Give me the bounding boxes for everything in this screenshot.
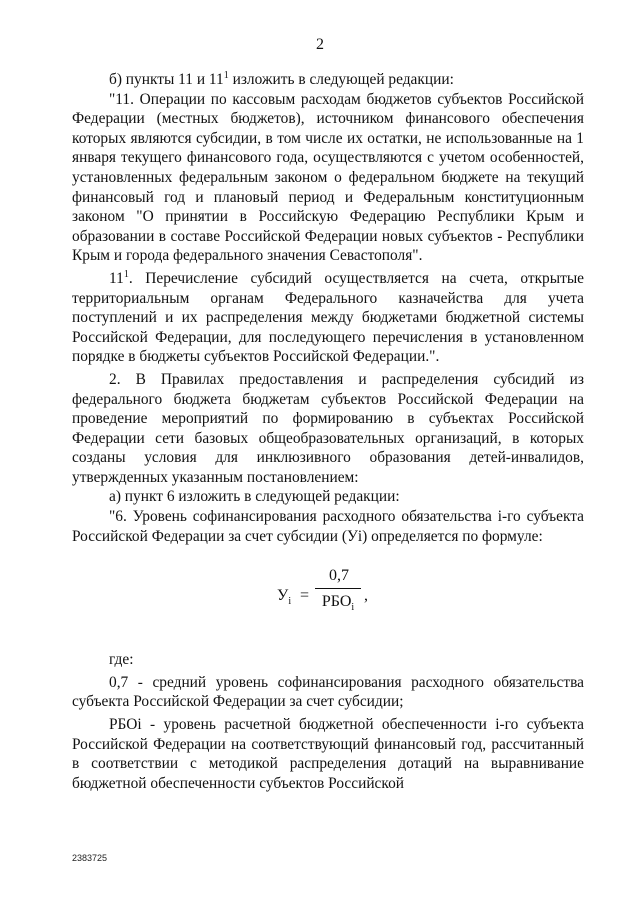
- paragraph-5: а) пункт 6 изложить в следующей редакции:: [109, 488, 400, 506]
- paragraph-3-text: . Перечисление субсидий осуществляется на счета, открытые территориальным органам Федерального казначейства для учета поступлений и их распределения между бюджетами бюджетной системы Российской Федерации, для последующего перечисления в установленном порядке в бюджеты субъектов Российской Федерации.".: [72, 269, 584, 366]
- paragraph-9: РБОi - уровень расчетной бюджетной обеспеченности i-го субъекта Российской Федерации на соответствующий финансовый год, рассчитанный в соответствии с методикой распределения дотаций на выравнивание бюджетной обеспеченности субъектов Российской: [72, 716, 584, 792]
- formula-denominator: [315, 592, 361, 618]
- formula-lhs-sub: i: [288, 596, 292, 608]
- formula-lhs: [277, 586, 291, 612]
- superscript: 1: [123, 268, 129, 280]
- paragraph-8: 0,7 - средний уровень софинансирования расходного обязательства субъекта Российской Федерации за счет субсидии;: [72, 673, 584, 711]
- paragraph-3: [72, 269, 584, 367]
- paragraph-6: "6. Уровень софинансирования расходного обязательства i-го субъекта Российской Федерации за счет субсидии (Уi) определяется по формуле:: [72, 508, 584, 545]
- paragraph-2: "11. Операции по кассовым расходам бюджетов субъектов Российской Федерации (местных бюджетов), источником финансового обеспечения которых являются субсидии, в том числе их остатки, не использованные на 1 января текущего финансового года, осуществляются с учетом особенностей, установленных федеральным законом о федеральном бюджете на текущий финансовый год и плановый период и Федеральным конституционным законом "О принятии в Российскую Федерацию Республики Крым и образовании в составе Российской Федерации новых субъектов - Республики Крым и города федерального значения Севастополя".: [72, 90, 584, 265]
- document-body: [72, 70, 584, 793]
- formula-comma: ,: [364, 587, 368, 605]
- paragraph-3-number: 11: [109, 269, 124, 287]
- page-number: 2: [316, 36, 324, 53]
- document-code: 2383725: [72, 853, 108, 863]
- formula-equals: =: [300, 587, 310, 605]
- formula-denominator-symbol: РБО: [321, 593, 352, 611]
- formula-numerator: 0,7: [329, 567, 349, 585]
- paragraph-1: [72, 70, 584, 90]
- formula-denominator-sub: i: [351, 602, 355, 614]
- formula: [72, 558, 584, 636]
- paragraph-4: 2. В Правилах предоставления и распределения субсидий из федерального бюджета бюджетам субъектов Российской Федерации на проведение мероприятий по формированию в субъектах Российской Федерации сети базовых общеобразовательных организаций, в которых созданы условия для инклюзивного образования детей-инвалидов, утвержденных указанным постановлением:: [72, 370, 584, 486]
- formula-lhs-symbol: У: [277, 587, 289, 605]
- superscript: 1: [223, 69, 229, 81]
- paragraph-7: где:: [109, 651, 134, 669]
- paragraph-1-text-end: изложить в следующей редакции:: [228, 71, 454, 88]
- paragraph-1-text: б) пункты 11 и 11: [109, 71, 224, 88]
- fraction-bar: [315, 588, 361, 589]
